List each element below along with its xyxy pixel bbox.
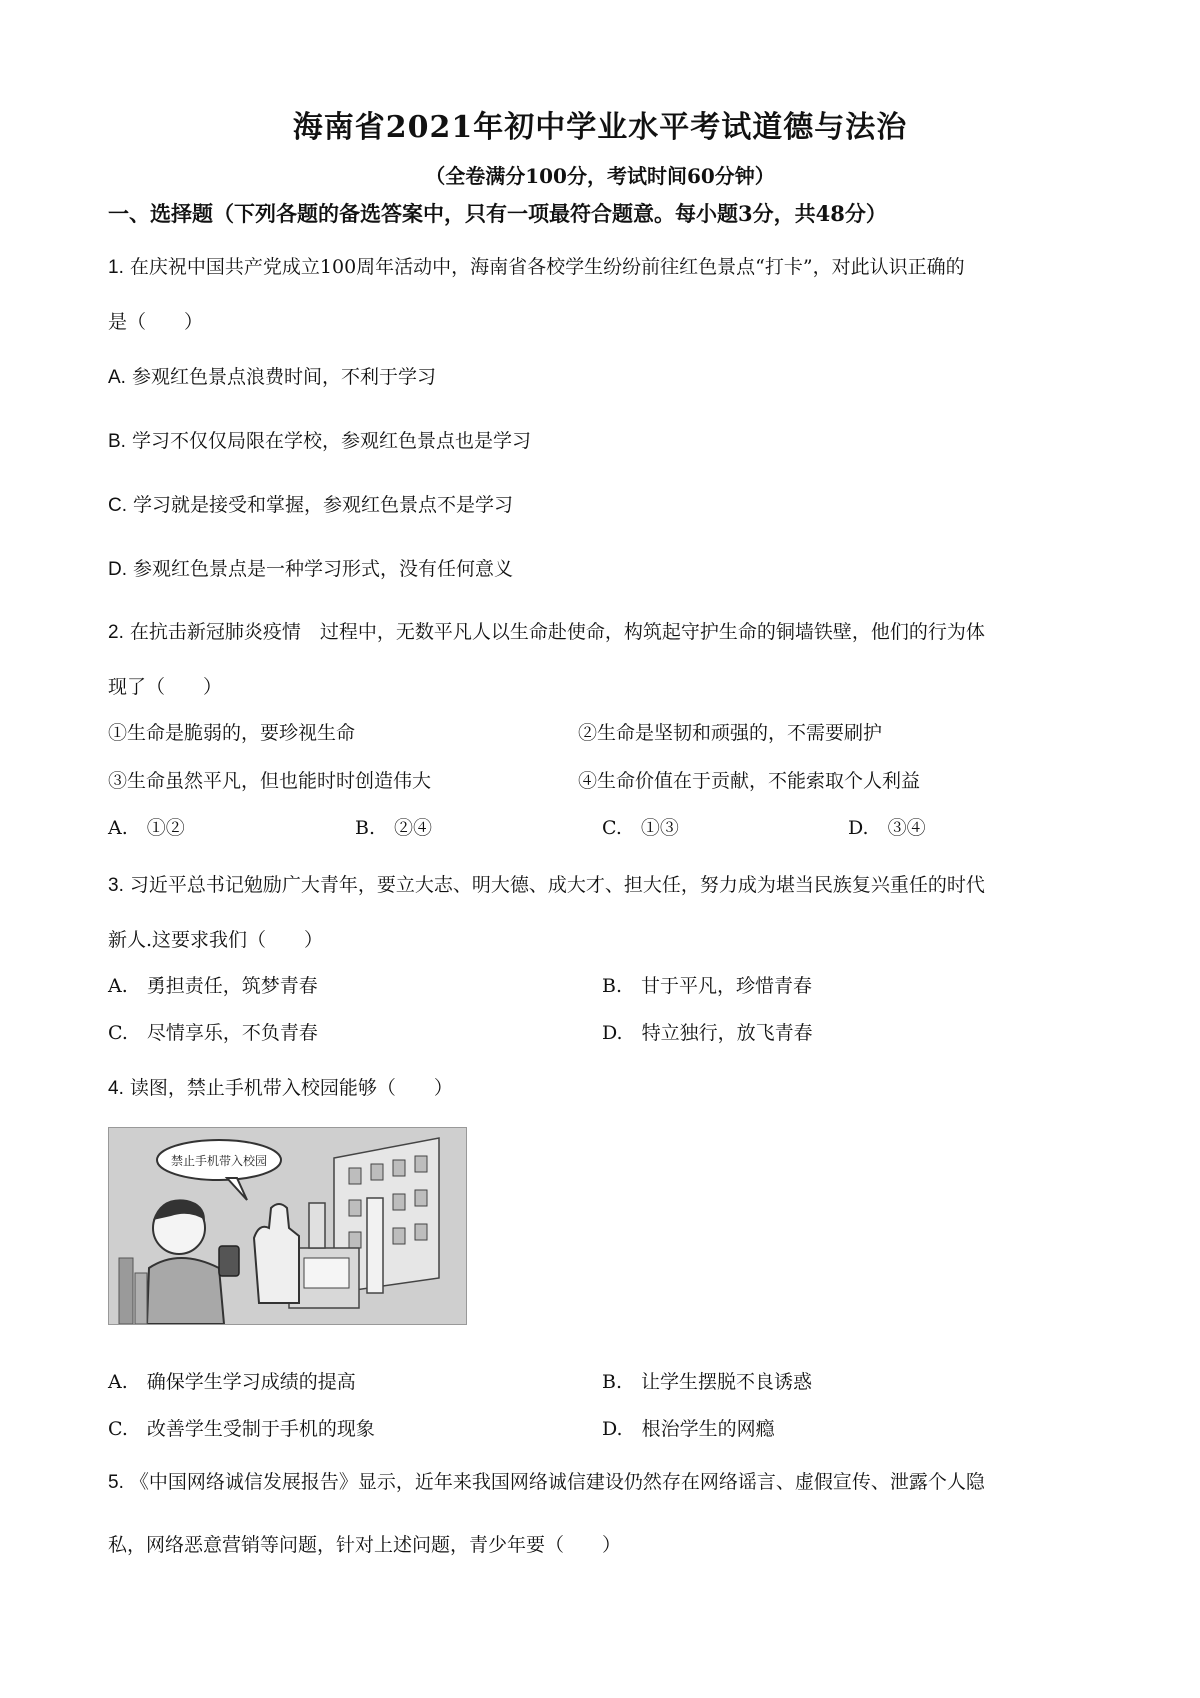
question-1-stem-line-1: 1. 在庆祝中国共产党成立100周年活动中，海南省各校学生纷纷前往红色景点“打卡”，对此认识正确的 — [108, 256, 965, 278]
question-2-item-3: ③生命虽然平凡，但也能时时创造伟大 — [108, 770, 432, 792]
question-2-option-c: C. ①③ — [602, 817, 679, 839]
question-3-stem-line-2: 新人.这要求我们（ ） — [108, 929, 324, 951]
question-number: 2. — [108, 622, 124, 643]
question-3-option-d: D. 特立独行，放飞青春 — [602, 1022, 813, 1044]
question-3-stem-line-1: 3. 习近平总书记勉励广大青年，要立大志、明大德、成大才、担大任，努力成为堪当民族复兴重任的时代 — [108, 874, 985, 896]
question-1-option-c: C. 学习就是接受和掌握，参观红色景点不是学习 — [108, 494, 514, 516]
question-3-option-a: A. 勇担责任，筑梦青春 — [108, 975, 318, 997]
question-2-item-1: ①生命是脆弱的，要珍视生命 — [108, 722, 356, 744]
question-number: 4. — [108, 1078, 124, 1099]
question-2-stem-line-2: 现了（ ） — [108, 676, 223, 698]
cartoon-bubble-text: 禁止手机带入校园 — [170, 1154, 268, 1168]
question-5-stem-line-1: 5. 《中国网络诚信发展报告》显示，近年来我国网络诚信建设仍然存在网络谣言、虚假宣传、泄露个人隐 — [108, 1471, 985, 1493]
question-2-stem-line-1: 2. 在抗击新冠肺炎疫情 过程中，无数平凡人以生命赴使命，构筑起守护生命的铜墙铁壁，他们的行为体 — [108, 621, 985, 643]
cartoon-illustration — [109, 1128, 466, 1324]
question-4-option-a: A. 确保学生学习成绩的提高 — [108, 1371, 356, 1393]
question-2-item-2: ②生命是坚韧和顽强的，不需要刷护 — [578, 722, 883, 744]
question-number: 3. — [108, 875, 124, 896]
cartoon-image — [108, 1127, 467, 1325]
question-1-stem-line-2: 是（ ） — [108, 311, 204, 333]
question-2-option-b: B. ②④ — [355, 817, 433, 839]
question-1-option-d: D. 参观红色景点是一种学习形式，没有任何意义 — [108, 558, 514, 580]
question-4-option-c: C. 改善学生受制于手机的现象 — [108, 1418, 375, 1440]
question-3-option-c: C. 尽情享乐，不负青春 — [108, 1022, 318, 1044]
question-5-stem-line-2: 私，网络恶意营销等问题，针对上述问题，青少年要（ ） — [108, 1534, 622, 1556]
question-number: 5. — [108, 1472, 124, 1493]
exam-subtitle: （全卷满分100分，考试时间60分钟） — [425, 164, 775, 188]
question-4-option-d: D. 根治学生的网瘾 — [602, 1418, 775, 1440]
section-heading: 一、选择题（下列各题的备选答案中，只有一项最符合题意。每小题3分，共48分） — [108, 201, 887, 226]
question-1-option-a: A. 参观红色景点浪费时间，不利于学习 — [108, 366, 437, 388]
question-2-option-d: D. ③④ — [848, 817, 926, 839]
question-2-item-4: ④生命价值在于贡献，不能索取个人利益 — [578, 770, 921, 792]
question-3-option-b: B. 甘于平凡，珍惜青春 — [602, 975, 813, 997]
question-2-option-a: A. ①② — [108, 817, 185, 839]
question-4-option-b: B. 让学生摆脱不良诱惑 — [602, 1371, 813, 1393]
question-number: 1. — [108, 257, 124, 278]
exam-title: 海南省2021年初中学业水平考试道德与法治 — [292, 110, 908, 145]
question-4-stem: 4. 读图，禁止手机带入校园能够（ ） — [108, 1077, 453, 1099]
question-1-option-b: B. 学习不仅仅局限在学校，参观红色景点也是学习 — [108, 430, 532, 452]
